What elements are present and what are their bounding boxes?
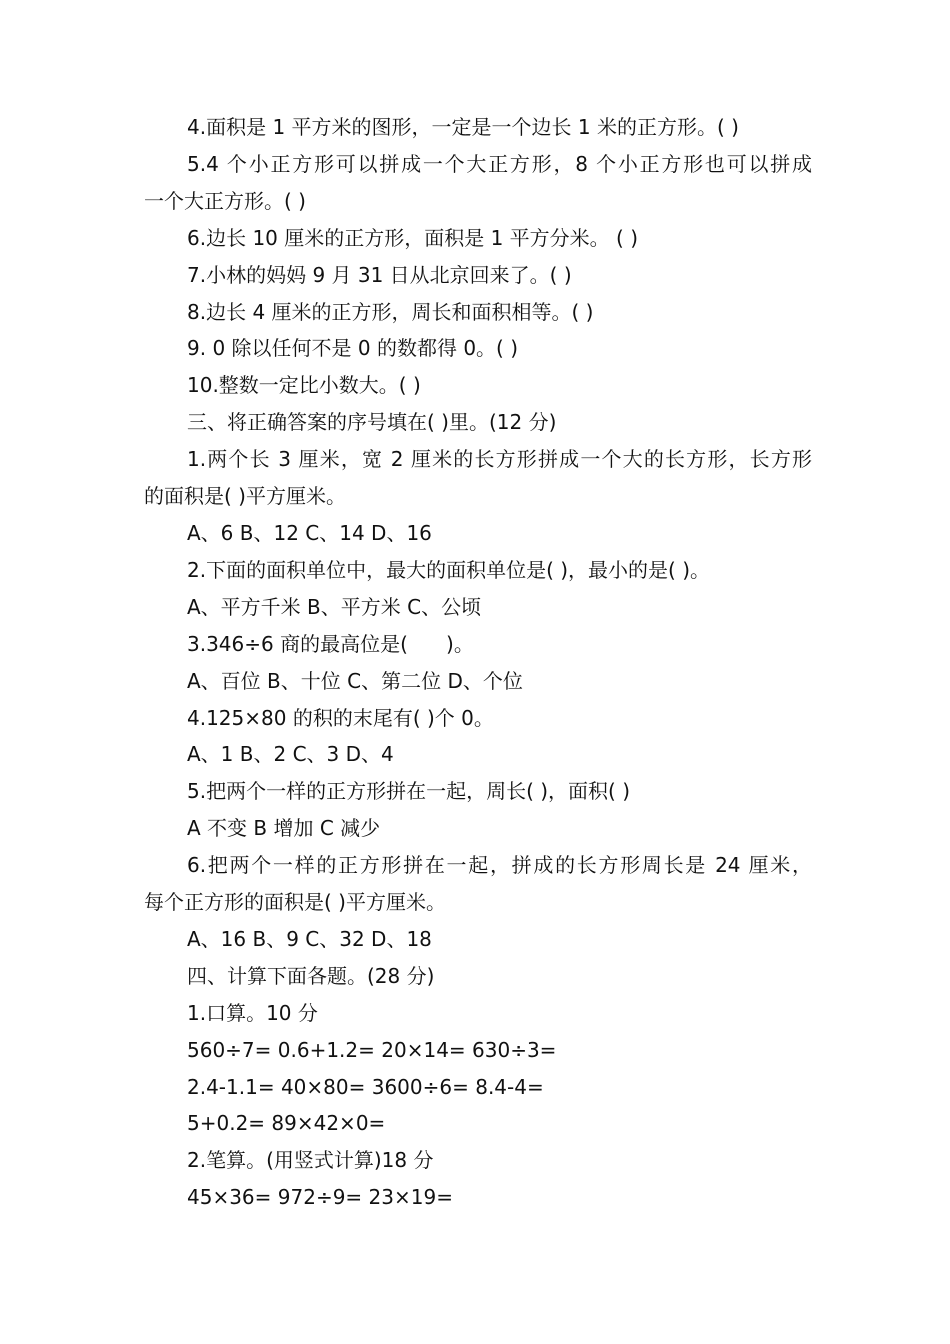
judgement-item-7: 7.小林的妈妈 9 月 31 日从北京回来了。( ) <box>187 262 572 287</box>
written-calc-row-1: 45×36= 972÷9= 23×19= <box>187 1185 453 1210</box>
choice-question-4: 4.125×80 的积的末尾有( )个 0。 <box>187 705 494 730</box>
written-calc-heading: 2.笔算。(用竖式计算)18 分 <box>187 1148 434 1173</box>
choice-question-2: 2.下面的面积单位中，最大的面积单位是( )，最小的是( )。 <box>187 557 711 582</box>
choice-question-4-options: A、1 B、2 C、3 D、4 <box>187 742 394 767</box>
section-4-heading: 四、计算下面各题。(28 分) <box>187 963 435 988</box>
choice-question-5-options: A 不变 B 增加 C 减少 <box>187 816 381 841</box>
choice-question-1-line1: 1.两个长 3 厘米，宽 2 厘米的长方形拼成一个大的长方形，长方形 <box>187 447 812 472</box>
judgement-item-6: 6.边长 10 厘米的正方形，面积是 1 平方分米。 ( ) <box>187 225 639 250</box>
choice-question-1-line2: 的面积是( )平方厘米。 <box>144 484 346 509</box>
choice-question-6-line1: 6.把两个一样的正方形拼在一起，拼成的长方形周长是 24 厘米， <box>187 853 812 878</box>
choice-question-6-line2: 每个正方形的面积是( )平方厘米。 <box>144 890 446 915</box>
judgement-item-5-line1: 5.4 个小正方形可以拼成一个大正方形，8 个小正方形也可以拼成 <box>187 151 812 176</box>
judgement-item-8: 8.边长 4 厘米的正方形，周长和面积相等。( ) <box>187 299 594 324</box>
oral-calc-row-3: 5+0.2= 89×42×0= <box>187 1111 386 1136</box>
judgement-item-9: 9. 0 除以任何不是 0 的数都得 0。( ) <box>187 336 519 361</box>
oral-calc-row-1: 560÷7= 0.6+1.2= 20×14= 630÷3= <box>187 1037 557 1062</box>
section-3-heading: 三、将正确答案的序号填在( )里。(12 分) <box>187 410 557 435</box>
document-body <box>144 109 812 1216</box>
choice-question-3: 3.346÷6 商的最高位是( )。 <box>187 631 474 656</box>
oral-calc-row-2: 2.4-1.1= 40×80= 3600÷6= 8.4-4= <box>187 1074 544 1099</box>
choice-question-6-options: A、16 B、9 C、32 D、18 <box>187 926 432 951</box>
choice-question-5: 5.把两个一样的正方形拼在一起，周长( )，面积( ) <box>187 779 631 804</box>
choice-question-2-options: A、平方千米 B、平方米 C、公顷 <box>187 594 482 619</box>
choice-question-3-options: A、百位 B、十位 C、第二位 D、个位 <box>187 668 523 693</box>
judgement-item-4: 4.面积是 1 平方米的图形，一定是一个边长 1 米的正方形。( ) <box>187 115 739 139</box>
judgement-item-10: 10.整数一定比小数大。( ) <box>187 373 421 398</box>
oral-calc-heading: 1.口算。10 分 <box>187 1000 318 1025</box>
judgement-item-5-line2: 一个大正方形。( ) <box>144 188 306 213</box>
choice-question-1-options: A、6 B、12 C、14 D、16 <box>187 520 432 545</box>
